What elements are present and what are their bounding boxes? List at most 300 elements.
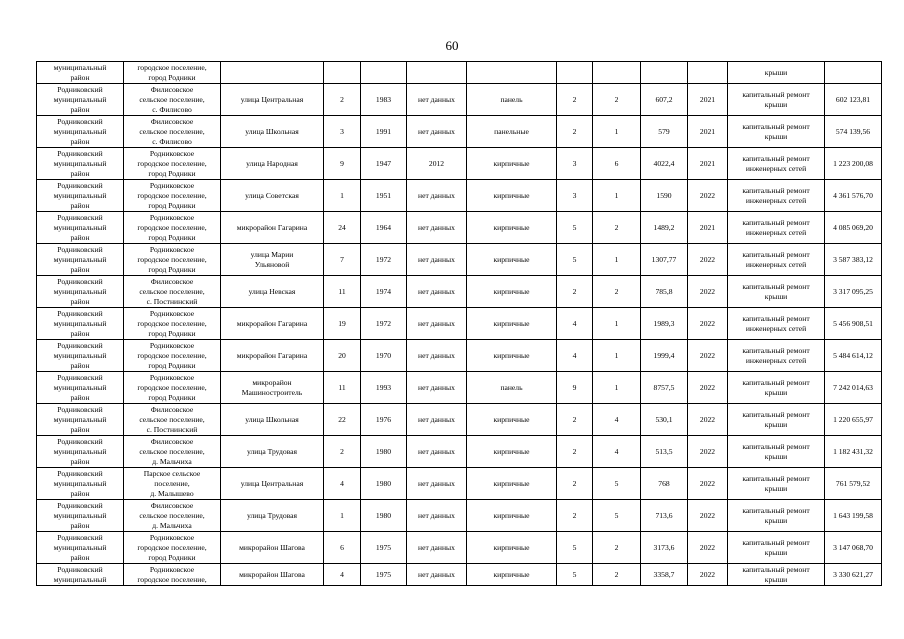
cell-text: нет данных xyxy=(418,254,455,264)
table-cell xyxy=(221,148,324,180)
table-cell xyxy=(641,62,688,84)
cell-text: капитальный ремонт крыши xyxy=(742,564,810,584)
cell-text: Родниковский муниципальный район xyxy=(53,340,107,370)
table-cell xyxy=(361,436,407,468)
cell-text: улица Трудовая xyxy=(246,510,298,520)
cell-text: 1 xyxy=(340,510,344,520)
cell-text: панель xyxy=(500,382,523,392)
table-cell xyxy=(124,244,221,276)
table-cell xyxy=(467,308,557,340)
cell-text: 6 xyxy=(614,158,619,168)
cell-text: 530,1 xyxy=(655,414,673,424)
table-cell xyxy=(407,532,467,564)
cell-text: 11 xyxy=(338,286,346,296)
table-cell xyxy=(688,244,728,276)
cell-text: 4 xyxy=(340,478,344,488)
table-cell xyxy=(221,468,324,500)
table-row xyxy=(37,180,882,212)
cell-text: 4 xyxy=(614,414,619,424)
table-cell xyxy=(124,116,221,148)
cell-text: Филисовское сельское поселение, с. Постнинский xyxy=(139,276,205,306)
table-cell xyxy=(825,62,882,84)
table-cell xyxy=(557,404,593,436)
table-cell xyxy=(37,148,124,180)
table-cell xyxy=(557,340,593,372)
table-cell xyxy=(557,308,593,340)
table-cell xyxy=(688,340,728,372)
cell-text: 3 330 621,27 xyxy=(833,569,873,579)
table-cell xyxy=(124,404,221,436)
cell-text: 2 xyxy=(340,446,344,456)
cell-text: Родниковский муниципальный район xyxy=(53,372,107,402)
table-cell xyxy=(641,468,688,500)
cell-text: улица Школьная xyxy=(245,126,299,136)
cell-text: нет данных xyxy=(418,542,455,552)
cell-text: 1951 xyxy=(375,190,392,200)
table-cell xyxy=(593,500,641,532)
table-cell xyxy=(124,564,221,586)
cell-text: 785,8 xyxy=(655,286,673,296)
table-row xyxy=(37,212,882,244)
table-cell xyxy=(557,468,593,500)
table-row xyxy=(37,404,882,436)
table-cell xyxy=(593,148,641,180)
table-cell xyxy=(825,308,882,340)
cell-text: улица Центральная xyxy=(240,478,304,488)
cell-text: улица Советская xyxy=(245,190,299,200)
cell-text: муниципальный район xyxy=(53,62,107,82)
table-cell xyxy=(467,212,557,244)
cell-text: Родниковский муниципальный район xyxy=(53,500,107,530)
cell-text: 1980 xyxy=(375,510,392,520)
table-cell xyxy=(467,244,557,276)
cell-text: 2 xyxy=(614,569,619,579)
table-cell xyxy=(467,468,557,500)
cell-text: капитальный ремонт инженерных сетей xyxy=(742,217,810,237)
table-cell xyxy=(728,532,825,564)
cell-text: 513,5 xyxy=(655,446,673,456)
table-cell xyxy=(407,180,467,212)
cell-text: Филисовское сельское поселение, д. Мальчиха xyxy=(139,500,205,530)
cell-text: кирпичные xyxy=(493,318,530,328)
cell-text: 1307,77 xyxy=(651,254,677,264)
table-cell xyxy=(324,148,361,180)
table-cell xyxy=(221,564,324,586)
cell-text: Родниковское городское поселение, город Родники xyxy=(137,532,207,562)
table-cell xyxy=(641,116,688,148)
cell-text: капитальный ремонт крыши xyxy=(742,441,810,461)
table-cell xyxy=(728,276,825,308)
table-cell xyxy=(124,468,221,500)
table-cell xyxy=(221,308,324,340)
cell-text: 4 xyxy=(614,446,619,456)
cell-text: 1 223 200,08 xyxy=(833,158,873,168)
cell-text: нет данных xyxy=(418,510,455,520)
table-cell xyxy=(688,116,728,148)
cell-text: Родниковское городское поселение, xyxy=(137,564,207,584)
table-cell xyxy=(221,276,324,308)
table-cell xyxy=(728,308,825,340)
table-cell xyxy=(124,276,221,308)
table-cell xyxy=(221,500,324,532)
cell-text: 5 xyxy=(614,478,619,488)
cell-text: улица Народная xyxy=(246,158,298,168)
cell-text: 4 xyxy=(572,318,577,328)
cell-text: кирпичные xyxy=(493,478,530,488)
cell-text: 607,2 xyxy=(655,94,673,104)
cell-text: Родниковское городское поселение, город Родники xyxy=(137,148,207,178)
table-cell xyxy=(467,372,557,404)
table-cell xyxy=(641,308,688,340)
table-cell xyxy=(688,532,728,564)
table-cell xyxy=(593,276,641,308)
cell-text: 2 xyxy=(614,286,619,296)
table-cell xyxy=(361,148,407,180)
table-cell xyxy=(641,372,688,404)
cell-text: капитальный ремонт крыши xyxy=(742,281,810,301)
cell-text: нет данных xyxy=(418,478,455,488)
cell-text: 20 xyxy=(338,350,346,360)
table-cell xyxy=(124,532,221,564)
table-cell xyxy=(688,180,728,212)
table-cell xyxy=(324,372,361,404)
table-cell xyxy=(728,116,825,148)
cell-text: 579 xyxy=(658,126,670,136)
cell-text: 2022 xyxy=(699,414,716,424)
table-cell xyxy=(324,212,361,244)
cell-text: Родниковский муниципальный район xyxy=(53,276,107,306)
cell-text: Филисовское сельское поселение, д. Мальчиха xyxy=(139,436,205,466)
cell-text: микрорайон Гагарина xyxy=(236,318,308,328)
table-cell xyxy=(407,84,467,116)
table-cell xyxy=(467,532,557,564)
table-cell xyxy=(728,244,825,276)
table-cell xyxy=(728,436,825,468)
cell-text: нет данных xyxy=(418,190,455,200)
cell-text: микрорайон Шагова xyxy=(239,569,305,579)
table-cell xyxy=(825,180,882,212)
table-cell xyxy=(361,244,407,276)
cell-text: 1974 xyxy=(375,286,392,296)
cell-text: кирпичные xyxy=(493,350,530,360)
table-cell xyxy=(124,308,221,340)
table-cell xyxy=(221,84,324,116)
table-cell xyxy=(688,436,728,468)
cell-text: крыши xyxy=(764,67,788,77)
table-cell xyxy=(467,404,557,436)
cell-text: 1975 xyxy=(375,569,392,579)
table-cell xyxy=(407,500,467,532)
cell-text: кирпичные xyxy=(493,190,530,200)
cell-text: 2022 xyxy=(699,569,716,579)
table-cell xyxy=(221,116,324,148)
table-cell xyxy=(124,212,221,244)
table-cell xyxy=(124,148,221,180)
table-cell xyxy=(593,404,641,436)
cell-text: 602 123,81 xyxy=(835,94,871,104)
building-repair-table xyxy=(36,61,882,586)
table-cell xyxy=(324,404,361,436)
table-cell xyxy=(688,308,728,340)
table-cell xyxy=(467,148,557,180)
table-cell xyxy=(593,84,641,116)
table-cell xyxy=(641,436,688,468)
cell-text: 2 xyxy=(572,126,577,136)
cell-text: 5 xyxy=(572,542,577,552)
table-cell xyxy=(593,564,641,586)
cell-text: Родниковское городское поселение, город Родники xyxy=(137,308,207,338)
cell-text: 2 xyxy=(614,222,619,232)
cell-text: Родниковский муниципальный район xyxy=(53,148,107,178)
table-cell xyxy=(641,276,688,308)
table-cell xyxy=(361,500,407,532)
cell-text: улица Трудовая xyxy=(246,446,298,456)
table-cell xyxy=(467,276,557,308)
cell-text: 3 xyxy=(572,190,577,200)
cell-text: 1947 xyxy=(375,158,392,168)
table-cell xyxy=(593,244,641,276)
cell-text: Филисовское сельское поселение, с. Филисово xyxy=(139,84,205,114)
cell-text: 5 484 614,12 xyxy=(833,350,873,360)
table-row xyxy=(37,84,882,116)
cell-text: 1 xyxy=(614,350,619,360)
cell-text: 2 xyxy=(572,478,577,488)
table-cell xyxy=(324,500,361,532)
cell-text: 574 139,56 xyxy=(835,126,871,136)
table-cell xyxy=(825,404,882,436)
cell-text: 1 182 431,32 xyxy=(833,446,873,456)
table-cell xyxy=(688,212,728,244)
cell-text: 4 085 069,20 xyxy=(833,222,873,232)
table-cell xyxy=(407,276,467,308)
cell-text: 768 xyxy=(658,478,670,488)
table-row xyxy=(37,372,882,404)
table-cell xyxy=(37,340,124,372)
table-cell xyxy=(825,340,882,372)
table-cell xyxy=(124,436,221,468)
table-cell xyxy=(825,212,882,244)
cell-text: 1489,2 xyxy=(653,222,675,232)
cell-text: нет данных xyxy=(418,318,455,328)
cell-text: нет данных xyxy=(418,382,455,392)
cell-text: 2022 xyxy=(699,254,716,264)
table-cell xyxy=(361,372,407,404)
table-row xyxy=(37,244,882,276)
table-cell xyxy=(641,564,688,586)
table-cell xyxy=(593,62,641,84)
table-cell xyxy=(825,84,882,116)
table-cell xyxy=(407,62,467,84)
cell-text: Родниковский муниципальный район xyxy=(53,404,107,434)
table-cell xyxy=(467,180,557,212)
cell-text: 2022 xyxy=(699,350,716,360)
table-cell xyxy=(825,244,882,276)
cell-text: 1 xyxy=(614,190,619,200)
table-cell xyxy=(361,340,407,372)
table-cell xyxy=(825,276,882,308)
cell-text: 19 xyxy=(338,318,346,328)
cell-text: 1590 xyxy=(656,190,672,200)
table-row xyxy=(37,116,882,148)
table-cell xyxy=(124,62,221,84)
cell-text: кирпичные xyxy=(493,569,530,579)
cell-text: Родниковский муниципальный район xyxy=(53,468,107,498)
table-cell xyxy=(728,468,825,500)
cell-text: 9 xyxy=(572,382,577,392)
cell-text: 1 xyxy=(614,126,619,136)
table-cell xyxy=(641,212,688,244)
cell-text: 7 242 014,63 xyxy=(833,382,873,392)
table-row xyxy=(37,148,882,180)
cell-text: улица Центральная xyxy=(240,94,304,104)
cell-text: 1 643 199,58 xyxy=(833,510,873,520)
cell-text: Родниковский муниципальный район xyxy=(53,180,107,210)
cell-text: Родниковское городское поселение, город Родники xyxy=(137,180,207,210)
table-cell xyxy=(324,180,361,212)
table-cell xyxy=(825,436,882,468)
table-cell xyxy=(361,212,407,244)
cell-text: 2022 xyxy=(699,286,716,296)
table-cell xyxy=(221,180,324,212)
table-cell xyxy=(407,244,467,276)
table-cell xyxy=(361,308,407,340)
table-cell xyxy=(361,468,407,500)
cell-text: кирпичные xyxy=(493,446,530,456)
table-cell xyxy=(124,84,221,116)
cell-text: Родниковский муниципальный район xyxy=(53,436,107,466)
table-cell xyxy=(825,148,882,180)
table-cell xyxy=(825,564,882,586)
table-cell xyxy=(37,116,124,148)
cell-text: Парское сельское поселение, д. Малышево xyxy=(143,468,201,498)
table-row xyxy=(37,340,882,372)
table-cell xyxy=(467,500,557,532)
table-cell xyxy=(407,148,467,180)
cell-text: капитальный ремонт крыши xyxy=(742,377,810,397)
table-cell xyxy=(557,116,593,148)
table-cell xyxy=(825,372,882,404)
cell-text: Родниковский муниципальный район xyxy=(53,84,107,114)
cell-text: капитальный ремонт инженерных сетей xyxy=(742,345,810,365)
table-cell xyxy=(124,372,221,404)
cell-text: 1975 xyxy=(375,542,392,552)
table-row xyxy=(37,308,882,340)
cell-text: 4 xyxy=(572,350,577,360)
cell-text: 1 220 655,97 xyxy=(833,414,873,424)
table-cell xyxy=(324,340,361,372)
cell-text: 6 xyxy=(340,542,344,552)
cell-text: 1993 xyxy=(375,382,392,392)
cell-text: 11 xyxy=(338,382,346,392)
table-cell xyxy=(407,564,467,586)
table-cell xyxy=(37,532,124,564)
cell-text: 3 xyxy=(340,126,344,136)
cell-text: улица Школьная xyxy=(245,414,299,424)
cell-text: Филисовское сельское поселение, с. Постнинский xyxy=(139,404,205,434)
cell-text: 2022 xyxy=(699,478,716,488)
table-cell xyxy=(324,62,361,84)
table-cell xyxy=(221,436,324,468)
cell-text: капитальный ремонт инженерных сетей xyxy=(742,313,810,333)
table-cell xyxy=(124,180,221,212)
table-cell xyxy=(467,436,557,468)
cell-text: нет данных xyxy=(418,414,455,424)
cell-text: 1999,4 xyxy=(653,350,675,360)
table-row xyxy=(37,62,882,84)
cell-text: нет данных xyxy=(418,286,455,296)
table-cell xyxy=(688,468,728,500)
table-cell xyxy=(37,372,124,404)
table-cell xyxy=(593,468,641,500)
table-cell xyxy=(324,564,361,586)
cell-text: 24 xyxy=(338,222,346,232)
cell-text: 2 xyxy=(614,94,619,104)
table-cell xyxy=(37,180,124,212)
cell-text: панельные xyxy=(494,126,529,136)
table-cell xyxy=(641,244,688,276)
table-cell xyxy=(324,308,361,340)
table-cell xyxy=(37,500,124,532)
cell-text: 1980 xyxy=(375,478,392,488)
table-cell xyxy=(361,404,407,436)
table-cell xyxy=(37,468,124,500)
cell-text: 4022,4 xyxy=(653,158,675,168)
cell-text: Родниковский муниципальный район xyxy=(53,532,107,562)
table-cell xyxy=(688,276,728,308)
table-cell xyxy=(407,372,467,404)
table-cell xyxy=(467,116,557,148)
cell-text: 4 xyxy=(340,569,344,579)
table-cell xyxy=(688,372,728,404)
table-cell xyxy=(37,564,124,586)
cell-text: 2 xyxy=(340,94,344,104)
cell-text: 3 317 095,25 xyxy=(833,286,873,296)
table-cell xyxy=(825,500,882,532)
cell-text: микрорайон Шагова xyxy=(239,542,305,552)
cell-text: 5 456 908,51 xyxy=(833,318,873,328)
cell-text: 2022 xyxy=(699,190,716,200)
cell-text: Родниковский муниципальный район xyxy=(53,116,107,146)
table-cell xyxy=(557,564,593,586)
table-cell xyxy=(37,404,124,436)
table-cell xyxy=(728,372,825,404)
table-cell xyxy=(467,340,557,372)
table-cell xyxy=(221,340,324,372)
table-cell xyxy=(37,244,124,276)
table-cell xyxy=(221,62,324,84)
table-cell xyxy=(221,532,324,564)
table-cell xyxy=(728,84,825,116)
cell-text: 2021 xyxy=(699,158,716,168)
cell-text: 1976 xyxy=(375,414,392,424)
table-cell xyxy=(557,180,593,212)
cell-text: Родниковский муниципальный район xyxy=(53,308,107,338)
table-cell xyxy=(728,500,825,532)
cell-text: 1991 xyxy=(375,126,392,136)
cell-text: Родниковский муниципальный район xyxy=(53,244,107,274)
cell-text: кирпичные xyxy=(493,286,530,296)
table-cell xyxy=(557,244,593,276)
cell-text: улица Невская xyxy=(248,286,296,296)
cell-text: 4 361 576,70 xyxy=(833,190,873,200)
page-number: 60 xyxy=(445,38,459,53)
cell-text: 2022 xyxy=(699,510,716,520)
table-cell xyxy=(557,532,593,564)
table-cell xyxy=(467,84,557,116)
cell-text: 5 xyxy=(614,510,619,520)
table-cell xyxy=(361,62,407,84)
table-cell xyxy=(324,116,361,148)
